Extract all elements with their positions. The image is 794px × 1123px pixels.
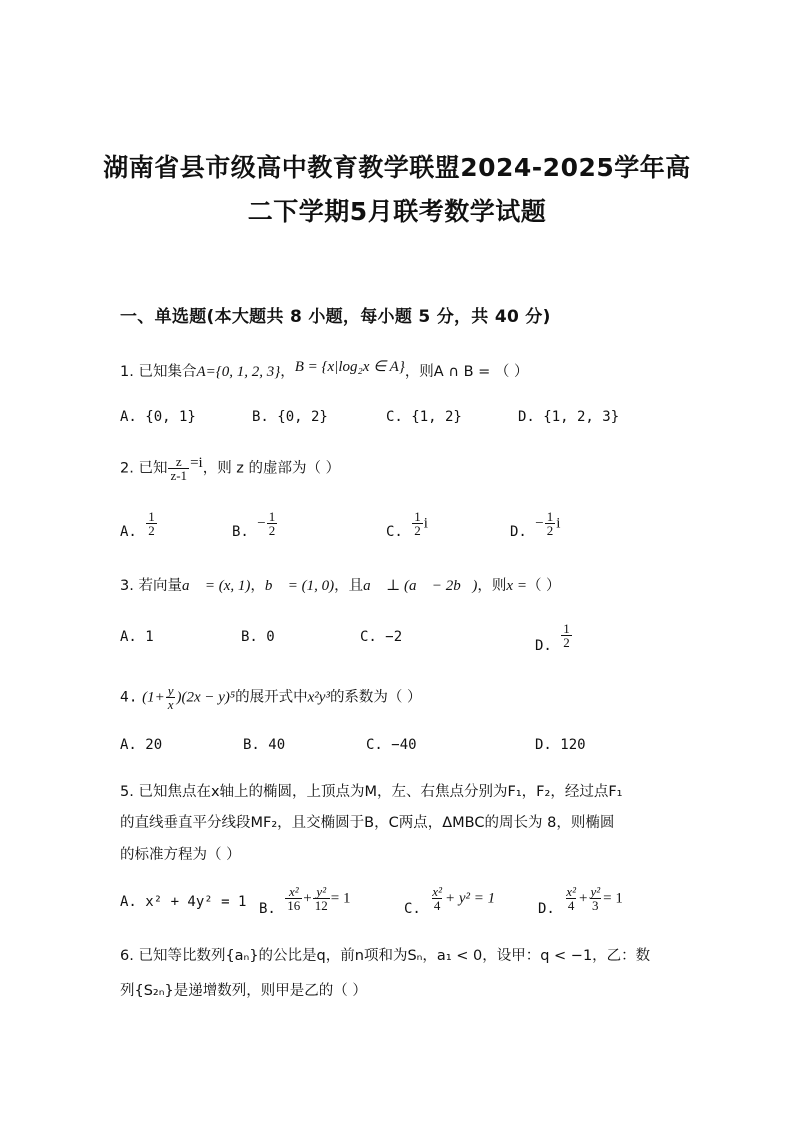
q2-d-num: 1 bbox=[546, 509, 554, 524]
q5-c-n1: x² bbox=[432, 884, 442, 899]
q2-option-a bbox=[120, 509, 158, 540]
q5-option-d: D. $\frac{\text{x²}}{4}$ + $\frac{\text{y²}}{3}$ = 1 bbox=[538, 884, 623, 917]
q1-set-b: B = {x|log₂x ∈ A} bbox=[294, 359, 405, 375]
q5-c-d1: 4 bbox=[433, 898, 441, 913]
q4-option-c: C. −40 bbox=[366, 737, 417, 753]
q2-option-c bbox=[386, 509, 428, 540]
q3-option-d-frac bbox=[561, 622, 572, 649]
q5-c-frac1 bbox=[430, 885, 444, 912]
q4-option-a: A. 20 bbox=[120, 737, 163, 753]
q3-text2: ， bbox=[250, 578, 265, 594]
q2-a-den: 2 bbox=[148, 523, 155, 538]
q5-d-n2: y² bbox=[590, 884, 601, 899]
q2-option-d-letter: D. bbox=[510, 523, 527, 540]
q5-d-d1: 4 bbox=[567, 898, 575, 913]
q5-b-n2: y² bbox=[316, 884, 327, 899]
q3-text1: 3. 若向量 bbox=[120, 578, 182, 594]
q5-option-a: A. x² + 4y² = 1 bbox=[120, 894, 247, 910]
q4-text: 的展开式中 bbox=[235, 689, 308, 706]
question-4 bbox=[120, 684, 422, 711]
q2-option-c-letter: C. bbox=[386, 523, 403, 540]
question-3 bbox=[120, 574, 561, 595]
q2-frac-num: z bbox=[175, 454, 182, 469]
q2-suffix: ，则 z 的虚部为（ ） bbox=[202, 460, 341, 477]
q4-frac-den: x bbox=[167, 697, 174, 712]
q4-option-d: D. 120 bbox=[535, 737, 586, 753]
q3-option-b: B. 0 bbox=[241, 629, 275, 645]
q3-option-a: A. 1 bbox=[120, 629, 154, 645]
page-title-line1: 湖南省县市级高中教育教学联盟2024-2025学年高 bbox=[103, 153, 691, 182]
q5-c-letter: C. bbox=[404, 900, 421, 917]
q3-text5: （ ） bbox=[526, 578, 561, 594]
q4-suffix: 的系数为（ ） bbox=[329, 689, 422, 706]
q3-d-den: 2 bbox=[563, 635, 570, 650]
q4-option-b: B. 40 bbox=[243, 737, 286, 753]
q2-c-tail: i bbox=[423, 515, 428, 532]
q3-option-d bbox=[535, 621, 573, 654]
q2-b-sign: − bbox=[257, 515, 266, 532]
q5-b-letter: B. bbox=[259, 900, 276, 917]
question-5-line3: 的标准方程为（ ） bbox=[120, 847, 241, 863]
question-6-line1: 6. 已知等比数列{aₙ}的公比是q，前n项和为Sₙ，a₁ < 0，设甲：q < −1，乙：数 bbox=[120, 948, 651, 964]
q2-a-num: 1 bbox=[148, 509, 155, 524]
q1-set-a: A={0, 1, 2, 3} bbox=[196, 364, 281, 380]
q3-text3: ，且 bbox=[334, 578, 364, 594]
q2-d-tail: i bbox=[556, 515, 561, 532]
q2-c-den: 2 bbox=[414, 523, 421, 538]
q1-option-b: B. {0, 2} bbox=[252, 409, 328, 425]
q3-text4: ，则 bbox=[477, 578, 507, 594]
q5-d-frac2 bbox=[588, 885, 602, 912]
q5-d-frac1 bbox=[564, 885, 578, 912]
q1-option-d: D. {1, 2, 3} bbox=[518, 409, 620, 425]
q3-vector-b: b⃗ = (1, 0) bbox=[264, 578, 335, 594]
q4-number: 4. bbox=[120, 689, 138, 706]
q5-d-d2: 3 bbox=[592, 898, 599, 913]
q3-option-c: C. −2 bbox=[360, 629, 403, 645]
q5-option-b: B. $\frac{\text{x²}}{16}$ + $\frac{\text{y²}}{12}$ = 1 bbox=[259, 884, 351, 917]
q2-eq: =i bbox=[190, 454, 203, 471]
q3-vector-a: a⃗ = (x, 1) bbox=[181, 578, 251, 594]
question-6-line2: 列{S₂ₙ}是递增数列，则甲是乙的（ ） bbox=[120, 983, 367, 999]
q1-prefix: 1. 已知集合 bbox=[120, 364, 197, 380]
q3-option-d-letter: D. bbox=[535, 637, 552, 654]
question-2 bbox=[120, 455, 340, 482]
section-heading: 一、单选题(本大题共 8 小题，每小题 5 分，共 40 分) bbox=[120, 307, 551, 327]
q4-term: x²y³ bbox=[307, 689, 330, 706]
q1-option-a: A. {0, 1} bbox=[120, 409, 196, 425]
q3-d-num: 1 bbox=[563, 621, 570, 636]
q5-b-rest: = 1 bbox=[330, 890, 351, 907]
q2-option-b-letter: B. bbox=[232, 523, 249, 540]
q2-b-num: 1 bbox=[268, 509, 276, 524]
q5-b-d2: 12 bbox=[314, 898, 328, 913]
q5-option-c bbox=[404, 884, 496, 917]
question-5-line1: 5. 已知焦点在x轴上的椭圆，上顶点为M，左、右焦点分别为F₁，F₂，经过点F₁ bbox=[120, 784, 623, 800]
q2-option-d-frac bbox=[545, 510, 556, 537]
q5-c-rest: + y² = 1 bbox=[444, 890, 496, 907]
q5-d-n1: x² bbox=[566, 884, 576, 899]
q2-prefix: 2. 已知 bbox=[120, 460, 168, 477]
question-5-line2: 的直线垂直平分线段MF₂，且交椭圆于B，C两点，ΔMBC的周长为 8，则椭圆 bbox=[120, 815, 615, 831]
q1-sep: ， bbox=[280, 364, 295, 380]
q4-expr2: )(2x − y)⁵ bbox=[176, 689, 236, 706]
q2-option-c-frac bbox=[412, 510, 423, 537]
q5-b-d1: 16 bbox=[287, 898, 301, 913]
question-1 bbox=[120, 360, 529, 381]
q4-expr1: (1+ bbox=[142, 689, 165, 706]
q2-b-den: 2 bbox=[268, 523, 276, 538]
q2-option-b-frac bbox=[267, 510, 278, 537]
q5-b-frac1 bbox=[285, 885, 302, 912]
q2-option-b bbox=[232, 509, 278, 540]
q2-c-num: 1 bbox=[414, 509, 421, 524]
q4-frac-num: y bbox=[167, 683, 174, 698]
q1-suffix: ，则A ∩ B = （ ） bbox=[404, 364, 529, 380]
q2-d-sign: − bbox=[535, 515, 544, 532]
q2-option-a-frac bbox=[146, 510, 157, 537]
q2-frac-den: z-1 bbox=[170, 468, 188, 483]
q2-d-den: 2 bbox=[546, 523, 554, 538]
page-title-line2: 二下学期5月联考数学试题 bbox=[247, 197, 547, 226]
q5-b-n1: x² bbox=[288, 884, 299, 899]
q5-d-rest: = 1 bbox=[603, 890, 623, 907]
q1-option-c: C. {1, 2} bbox=[386, 409, 462, 425]
q5-b-frac2 bbox=[313, 885, 330, 912]
q3-perp: a⃗ ⊥ (a⃗ − 2b⃗) bbox=[363, 578, 478, 594]
q2-option-a-letter: A. bbox=[120, 523, 137, 540]
q2-option-d bbox=[510, 509, 561, 540]
q2-fraction bbox=[168, 455, 189, 482]
q3-x-eq: x = bbox=[506, 578, 527, 594]
q4-fraction bbox=[166, 684, 176, 711]
q5-d-letter: D. bbox=[538, 900, 555, 917]
